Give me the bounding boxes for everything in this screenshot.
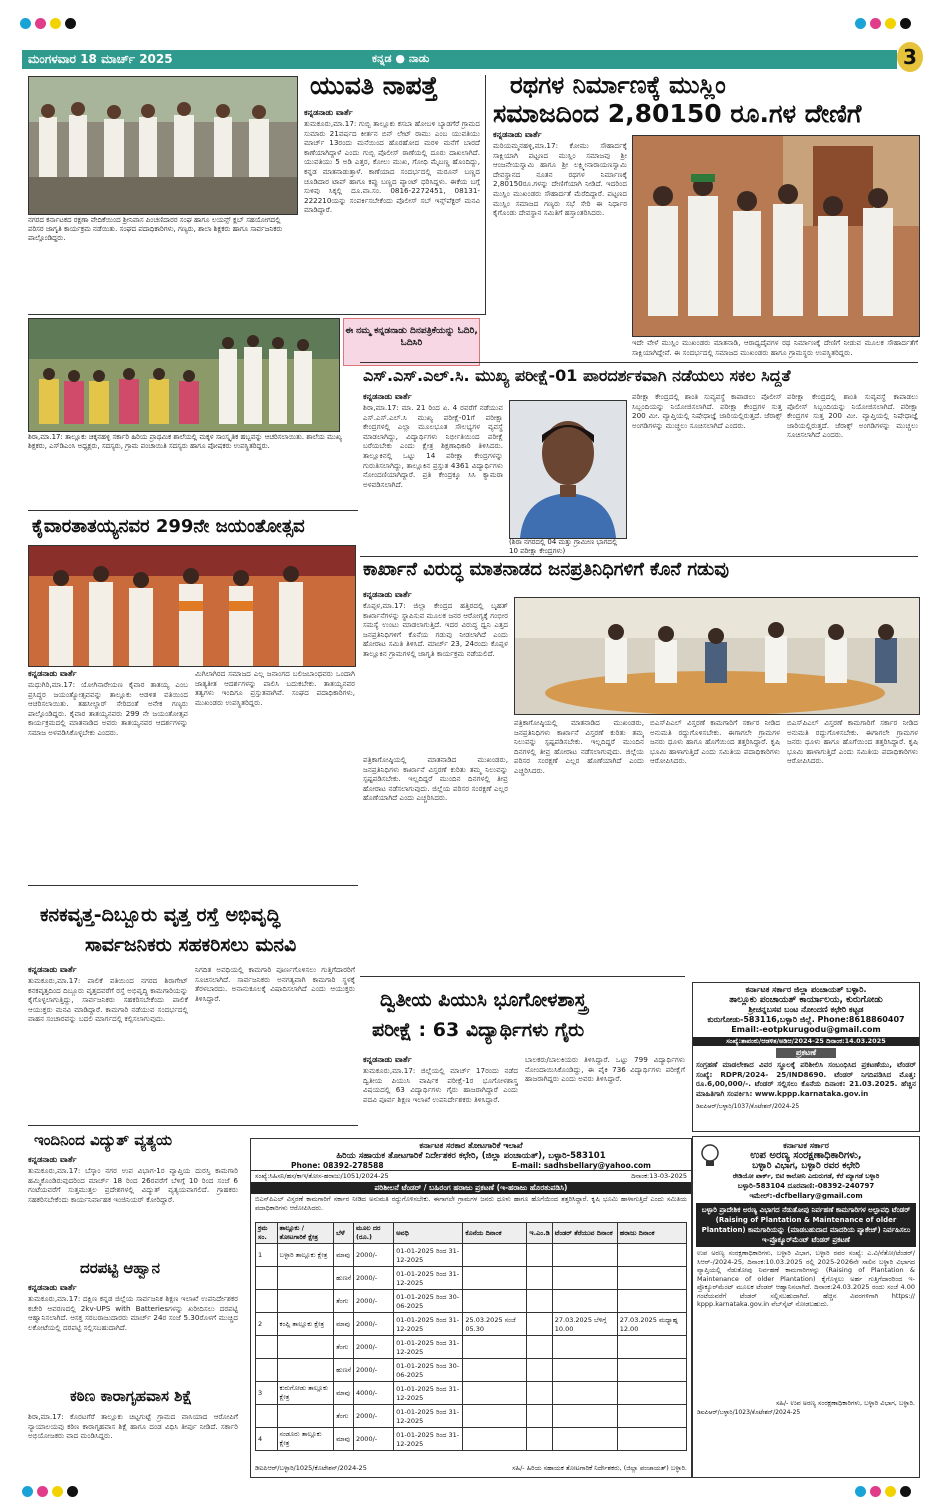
- table-cell: ಕಂಪ್ಲಿ ತಾಲ್ಲೂಕು ಕ್ಷೇತ್ರ: [277, 1313, 334, 1336]
- forest-division: ಬಳ್ಳಾರಿ ವಿಭಾಗ, ಬಳ್ಳಾರಿ ರವರ ಕಛೇರಿ: [752, 1161, 860, 1171]
- page-number: 3: [897, 42, 923, 72]
- kaivara-photo: [28, 545, 356, 667]
- table-cell: 01-01-2025 ರಿಂದ 31-12-2025: [394, 1313, 463, 1336]
- table-cell: ಸಂಡೂರು ತಾಲ್ಲೂಕು ಕ್ಷೇತ್ರ: [277, 1428, 334, 1451]
- tp-line3: ಶ್ರೀಚನ್ನಬಸವ ಬಂಟ ನೋಂದಣಿ ಕಛೇರಿ ಕಟ್ಟಡ: [748, 1005, 864, 1014]
- forest-address: ರೇಡಿಯೋ ಪಾರ್ಕ್, ಬಿಟಿ ಕಾಲೋನಿ ಎದುರುಗಡೆ, ಕೆರೆ ಮ್ಯಾಗಡೆ ಬಳ್ಳಾರಿ: [732, 1172, 880, 1180]
- forest-signature: ಸಹಿ/- ಉಪ ಅರಣ್ಯ ಸಂರಕ್ಷಣಾಧಿಕಾರಿಗಳು, ಬಳ್ಳಾರಿ ವಿಭಾಗ, ಬಳ್ಳಾರಿ.: [775, 1399, 915, 1407]
- table-cell: [527, 1382, 552, 1405]
- tp-ref: ಸಂಖ್ಯೆ:ತಾಪಂಕು/ಆಡಳಿತ/ಅಡಿಆ/2024-25 ದಿನಾಂಕ:14.03.2025: [693, 1037, 919, 1046]
- hort-date: ದಿನಾಂಕ:13-03-2025: [631, 1172, 687, 1180]
- hort-govt: ಕರ್ನಾಟಕ ಸರಕಾರ ತೋಟಗಾರಿಕೆ ಇಲಾಖೆ: [419, 1141, 523, 1150]
- table-cell: [552, 1267, 617, 1290]
- table-cell: [256, 1336, 278, 1359]
- hort-phone: Phone: 08392-278588: [291, 1161, 384, 1170]
- table-cell: [527, 1405, 552, 1428]
- table-cell: [277, 1336, 334, 1359]
- kanakavrutta-body-2: ನಿಗದಿತ ಅವಧಿಯಲ್ಲಿ ಕಾಮಗಾರಿ ಪೂರ್ಣಗೊಳಿಸಲು ಗುತ್ತಿಗೆದಾರರಿಗೆ ಸೂಚಿಸಲಾಗಿದೆ. ಸಾರ್ವಜನಿಕರು ಅನಗತ್ಯವಾಗಿ ಕಾಮಗಾರಿ ಸ್ಥಳಕ್ಕೆ ತೆರಳಬಾರದು. ಅನಾನುಕೂಲಕ್ಕೆ ವಿಷಾದಿಸಲಾಗಿದೆ ಎಂದು ಆಯುಕ್ತರು ತಿಳಿಸಿದ್ದಾರೆ.: [195, 965, 355, 1003]
- tp-line4: ಕುರುಗೋಡು-583116,ಬಳ್ಳಾರಿ ಜಿಲ್ಲೆ. Phone:8618860407: [707, 1015, 905, 1024]
- table-cell: [552, 1382, 617, 1405]
- table-cell: [527, 1244, 552, 1267]
- table-cell: [256, 1267, 278, 1290]
- chariot-body-2: ಇದೇ ವೇಳೆ ಮುಸ್ಲಿಂ ಮುಖಂಡರು ಮಾತನಾಡಿ, ಆರಾಧ್ಯದೈವಗಳ ರಥ ನಿರ್ಮಾಣಕ್ಕೆ ದೇಣಿಗೆ ನೀಡುವ ಮೂಲಕ ಸೌಹಾರ್ದತೆಗೆ ಸಾಕ್ಷಿಯಾಗಿದ್ದೇವೆ. ಈ ಸಂದರ್ಭದಲ್ಲಿ ಸಮಾಜದ ಮುಖಂಡರು ಹಾಗೂ ಗ್ರಾಮಸ್ಥರು ಉಪಸ್ಥಿತರಿದ್ದರು.: [632, 338, 918, 357]
- registration-dots-top-right: [855, 18, 915, 31]
- tender-body: ತುಮಕೂರು,ಮಾ.17: ದಕ್ಷಿಣ ಕನ್ನಡ ಜಿಲ್ಲೆಯ ಸಾರ್ವಜನಿಕ ಶಿಕ್ಷಣ ಇಲಾಖೆ ಉಪನಿರ್ದೇಶಕರ ಕಚೇರಿ ಆವರಣದಲ್ಲಿ 2kv-UPS with Batteriesಗಳನ್ನು ಖರೀದಿಸಲು ದರಪಟ್ಟಿ ಆಹ್ವಾನಿಸಲಾಗಿದೆ. ಆಸಕ್ತ ಸರಬರಾಜುದಾರರು ಮಾರ್ಚ್ 24ರ ಸಂಜೆ 5.30ರೊಳಗೆ ಮುಚ್ಚಿದ ಲಕೋಟೆಯಲ್ಲಿ ದರಪಟ್ಟಿ ಸಲ್ಲಿಸಬಹುದಾಗಿದೆ.: [28, 1294, 238, 1332]
- forest-ad: [692, 1136, 920, 1478]
- hort-header-cell: ಹರಾಜು ದಿನಾಂಕ: [617, 1223, 686, 1244]
- school-photo-caption: ಶಿರಾ,ಮಾ.17: ತಾಲ್ಲೂಕು ಚಿಕ್ಕನಹಳ್ಳಿ ಸರ್ಕಾರಿ ಹಿರಿಯ ಪ್ರಾಥಮಿಕ ಶಾಲೆಯಲ್ಲಿ ಮಕ್ಕಳ ಸಾಂಸ್ಕೃತಿಕ ಹಬ್ಬವನ್ನು ಆಚರಿಸಲಾಯಿತು. ಶಾಲೆಯ ಮುಖ್ಯ ಶಿಕ್ಷಕರು, ಎಸ್‌ಡಿಎಂಸಿ ಅಧ್ಯಕ್ಷರು, ಸದಸ್ಯರು, ಗ್ರಾಮ ಪಂಚಾಯಿತಿ ಸದಸ್ಯರು ಹಾಗೂ ಪೋಷಕರು ಉಪಸ್ಥಿತರಿದ್ದರು.: [28, 433, 342, 450]
- table-cell: [527, 1359, 552, 1382]
- hort-header-cell: ತಾಲ್ಲೂಕು / ತೋಟಗಾರಿಕೆ ಕ್ಷೇತ್ರ: [277, 1223, 334, 1244]
- table-cell: 2: [256, 1313, 278, 1336]
- sslc-body: ಶಿರಾ,ಮಾ.17: ಮಾ. 21 ರಿಂದ ಏ. 4 ರವರೆಗೆ ನಡೆಯುವ ಎಸ್.ಎಸ್.ಎಲ್.ಸಿ ಮುಖ್ಯ ಪರೀಕ್ಷೆ-01ಗೆ ಪರೀಕ್ಷಾ ಕೇಂದ್ರಗಳಲ್ಲಿ ಎಲ್ಲಾ ಮೂಲಭೂತ ಸೌಲಭ್ಯಗಳ ವ್ಯವಸ್ಥೆ ಮಾಡಲಾಗಿದ್ದು, ವಿದ್ಯಾರ್ಥಿಗಳು ನಿರ್ಭೀತಿಯಿಂದ ಪರೀಕ್ಷೆ ಬರೆಯಬೇಕು ಎಂದು ಕ್ಷೇತ್ರ ಶಿಕ್ಷಣಾಧಿಕಾರಿ ತಿಳಿಸಿದರು. ತಾಲ್ಲೂಕಿನಲ್ಲಿ ಒಟ್ಟು 14 ಪರೀಕ್ಷಾ ಕೇಂದ್ರಗಳನ್ನು ಗುರುತಿಸಲಾಗಿದ್ದು, ತಾಲ್ಲೂಕಿನ ಪ್ರಸ್ತುತ 4361 ವಿದ್ಯಾರ್ಥಿಗಳು ನೋಂದಣಿಯಾಗಿದ್ದಾರೆ. ಪ್ರತಿ ಕೇಂದ್ರಕ್ಕೂ ಸಿಸಿ ಕ್ಯಾಮರಾ ಅಳವಡಿಸಲಾಗಿದೆ.: [363, 403, 503, 489]
- protest-photo-caption: ನಗರದ ಕರ್ನಾಟಕದ ರಕ್ಷಣಾ ವೇದಿಕೆಯಿಂದ ಶ್ರೀನಿವಾಸ ಪಿಂಚಣಿದಾರರ ಸಂಘ ಹಾಗೂ ಲಯನ್ಸ್ ಕ್ಲಬ್ ಸಹಯೋಗದಲ್ಲಿ ಪರಿಸರ ಜಾಗೃತಿ ಕಾರ್ಯಕ್ರಮ ನಡೆಯಿತು. ಸಂಘದ ಪದಾಧಿಕಾರಿಗಳು, ಗಣ್ಯರು, ಶಾಲಾ ಶಿಕ್ಷಕರು ಹಾಗೂ ಸಾರ್ವಜನಿಕರು ಪಾಲ್ಗೊಂಡಿದ್ದರು.: [28, 216, 283, 242]
- hort-header-cell: ಟೆಂಡರ್ ತೆರೆಯುವ ದಿನಾಂಕ: [552, 1223, 617, 1244]
- table-cell: ಬಳ್ಳಾರಿ ತಾಲ್ಲೂಕು ಕ್ಷೇತ್ರ: [277, 1244, 334, 1267]
- table-cell: [552, 1244, 617, 1267]
- hort-header-cell: ಕೊನೆಯ ದಿನಾಂಕ: [463, 1223, 527, 1244]
- table-cell: 01-01-2025 ರಿಂದ 31-12-2025: [394, 1244, 463, 1267]
- issue-date: ಮಂಗಳವಾರ 18 ಮಾರ್ಚ್ 2025: [28, 52, 173, 66]
- table-cell: [617, 1359, 686, 1382]
- punishment-body: ಶಿರಾ,ಮಾ.17: ಕೊರಟಗೆರೆ ತಾಲ್ಲೂಕು ಚಿಟ್ಟಗುಟ್ಟೆ ಗ್ರಾಮದ ವಾಸಿಯಾದ ಆರೋಪಿಗೆ ನ್ಯಾಯಾಲಯವು ಕಠಿಣ ಕಾರಾಗೃಹವಾಸ ಶಿಕ್ಷೆ ಹಾಗೂ ದಂಡ ವಿಧಿಸಿ ತೀರ್ಪು ನೀಡಿದೆ. ಸರ್ಕಾರಿ ಅಭಿಯೋಜಕರು ವಾದ ಮಂಡಿಸಿದ್ದರು.: [28, 1412, 238, 1441]
- table-cell: ತೆಂಗು: [334, 1290, 354, 1313]
- hort-office: ಹಿರಿಯ ಸಹಾಯಕ ತೋಟಗಾರಿಕೆ ನಿರ್ದೇಶಕರ ಕಛೇರಿ, (ಜಿಲ್ಲಾ ಪಂಚಾಯತ್), ಬಳ್ಳಾರಿ-583101: [336, 1151, 606, 1161]
- table-cell: ಕುರುಗೋಡು ತಾಲ್ಲೂಕು ಕ್ಷೇತ್ರ: [277, 1382, 334, 1405]
- forest-phone: ಬಳ್ಳಾರಿ-583104 ದೂರವಾಣಿ:-08392-240797: [737, 1182, 875, 1190]
- table-cell: 4000/-: [354, 1382, 394, 1405]
- table-cell: [277, 1405, 334, 1428]
- tp-title: ಪ್ರಕಟಣೆ: [776, 1048, 836, 1058]
- kaivara-body-2: ಮಿಗಿಲಾಗಿರದ ಸಮಾಜದ ಎಲ್ಲ ಜನಾಂಗದ ಬಲಿಜಬಾಂಧವರು ಒಂದಾಗಿ ಜಾತ್ಯತೀತ ಆದರ್ಶಗಳನ್ನು ಪಾಲಿಸಿ ಬದುಕಬೇಕು. ತಾತಯ್ಯನವರ ತತ್ವಗಳು ಇಂದಿಗೂ ಪ್ರಸ್ತುತವಾಗಿವೆ. ಸಂಘದ ಪದಾಧಿಕಾರಿಗಳು, ಮುಖಂಡರು ಉಪಸ್ಥಿತರಿದ್ದರು.: [195, 669, 355, 707]
- table-row: [256, 1405, 687, 1428]
- tp-footer: ಡಿಐಪಿಆರ್/ಬಳ್ಳಾರಿ/1037/ಕೊಟೇಶನ್/2024-25: [696, 1103, 800, 1110]
- table-cell: 2000/-: [354, 1290, 394, 1313]
- karkhane-body-5: ಬಿಎಸ್‌ಪಿಎಲ್ ವಿಸ್ತರಣೆ ಕಾಮಗಾರಿಗೆ ಸರ್ಕಾರ ನೀಡಿದ ಅನುಮತಿ ರದ್ದುಗೊಳಿಸಬೇಕು. ಈಗಾಗಲೇ ಗ್ರಾಮಗಳ ಜನರು ಧೂಳು ಹಾಗೂ ಹೊಗೆಯಿಂದ ತತ್ತರಿಸಿದ್ದಾರೆ. ಕೃಷಿ ಭೂಮಿ ಹಾಳಾಗುತ್ತಿದೆ ಎಂದು ಸಮಿತಿಯ ಪದಾಧಿಕಾರಿಗಳು ಆರೋಪಿಸಿದರು.: [787, 718, 918, 766]
- hort-ref: ಸಂಖ್ಯೆ:ಸಿಹಿಸನಿ/ಹಸ/ಕಾಇ/ತೋಸ-ಹರಾಜು/1051/2024-25: [255, 1172, 389, 1180]
- table-row: [256, 1382, 687, 1405]
- table-cell: [463, 1405, 527, 1428]
- chariot-headline-1: ರಥಗಳ ನಿರ್ಮಾಣಕ್ಕೆ ಮುಸ್ಲಿಂ: [510, 71, 726, 99]
- table-cell: [463, 1428, 527, 1451]
- table-cell: 01-01-2025 ರಿಂದ 31-12-2025: [394, 1382, 463, 1405]
- table-cell: [463, 1359, 527, 1382]
- tender-headline: ದರಪಟ್ಟಿ ಆಹ್ವಾನ: [80, 1259, 160, 1277]
- table-cell: [552, 1290, 617, 1313]
- table-cell: [617, 1382, 686, 1405]
- karkhane-byline: ಕನ್ನಡನಾಡು ವಾರ್ತೆ: [363, 590, 412, 599]
- forest-email: ಇಮೇಲ್:-dcfbellary@gmail.com: [749, 1192, 863, 1200]
- table-cell: [617, 1405, 686, 1428]
- table-cell: 01-01-2025 ರಿಂದ 31-12-2025: [394, 1267, 463, 1290]
- table-cell: 2000/-: [354, 1244, 394, 1267]
- puc-body-2: ಬಾಲಕರು/ಬಾಲಕಿಯರು ತಿಳಿಸಿದ್ದಾರೆ. ಒಟ್ಟು 799 ವಿದ್ಯಾರ್ಥಿಗಳು ನೋಂದಾಯಿಸಿಕೊಂಡಿದ್ದು, ಈ ಪೈಕಿ 736 ವಿದ್ಯಾರ್ಥಿಗಳು ಪರೀಕ್ಷೆಗೆ ಹಾಜರಾಗಿದ್ದರು ಎಂದು ಅವರು ತಿಳಿಸಿದ್ದಾರೆ.: [525, 1055, 685, 1084]
- table-cell: 3: [256, 1382, 278, 1405]
- table-cell: ಹುಣಸೆ: [334, 1267, 354, 1290]
- tender-byline: ಕನ್ನಡನಾಡು ವಾರ್ತೆ: [28, 1283, 77, 1292]
- sslc-body-3: ಪರೀಕ್ಷಾ ಕೇಂದ್ರದಲ್ಲಿ ಶಾಂತಿ ಸುವ್ಯವಸ್ಥೆ ಕಾಪಾಡಲು ಪೊಲೀಸ್ ಸಿಬ್ಬಂದಿಯನ್ನು ನಿಯೋಜಿಸಲಾಗಿದೆ. ಪರೀಕ್ಷಾ ಕೇಂದ್ರಗಳ ಸುತ್ತ 200 ಮೀ. ವ್ಯಾಪ್ತಿಯಲ್ಲಿ ನಿಷೇಧಾಜ್ಞೆ ಜಾರಿಯಲ್ಲಿರುತ್ತದೆ. ಜೆರಾಕ್ಸ್ ಅಂಗಡಿಗಳನ್ನು ಮುಚ್ಚಲು ಸೂಚಿಸಲಾಗಿದೆ ಎಂದರು.: [787, 392, 918, 440]
- kanakavrutta-headline-1: ಕನಕವೃತ್ತ-ದಿಬ್ಬೂರು ವೃತ್ತ ರಸ್ತೆ ಅಭಿವೃದ್ಧಿ: [40, 904, 281, 926]
- table-cell: 25.03.2025 ಸಂಜೆ 05.30: [463, 1313, 527, 1336]
- newspaper-name: ಕನ್ನಡ ● ನಾಡು: [372, 52, 430, 65]
- table-cell: [617, 1267, 686, 1290]
- puc-byline: ಕನ್ನಡನಾಡು ವಾರ್ತೆ: [363, 1055, 412, 1064]
- table-cell: 2000/-: [354, 1428, 394, 1451]
- tp-body: ಸಂಗ್ರಹಣೆ ಮಾಡಲೇಕಾದ ವಿವರ ಸ್ಥೂಲಕ್ಕೆ ಪರಿಶೀಲಿಸಿ ಸಂಬಂಧಿಸಿದ ಪ್ರಕಟಣೆಯು, ಟೆಂಡರ್ ಸಂಖ್ಯೆ: RDPR/2024- 25/IND8690. ಟೆಂಡರ್ ನಿಗದಿಪಡಿಸಿದ ಮೊತ್ತ: ರೂ.6,00,000/-. ಟೆಂಡರ್ ಸಲ್ಲಿಸಲು ಕೊನೆಯ ದಿನಾಂಕ: 21.03.2025. ಹೆಚ್ಚಿನ ಮಾಹಿತಿಗಾಗಿ ಸಂಪರ್ಕಿಸಿ: www.kppp.karnataka.gov.in: [696, 1060, 916, 1098]
- forest-govt: ಕರ್ನಾಟಕ ಸರ್ಕಾರ: [783, 1141, 829, 1150]
- table-cell: 27.03.2025 ಮಧ್ಯಾಹ್ನ 12.00: [617, 1313, 686, 1336]
- table-cell: [552, 1359, 617, 1382]
- punishment-headline: ಕಠಿಣ ಕಾರಾಗೃಹವಾಸ ಶಿಕ್ಷೆ: [70, 1387, 193, 1405]
- table-cell: [552, 1428, 617, 1451]
- hort-intro: ಬಿಎಸ್‌ಪಿಎಲ್ ವಿಸ್ತರಣೆ ಕಾಮಗಾರಿಗೆ ಸರ್ಕಾರ ನೀಡಿದ ಅನುಮತಿ ರದ್ದುಗೊಳಿಸಬೇಕು. ಈಗಾಗಲೇ ಗ್ರಾಮಗಳ ಜನರು ಧೂಳು ಹಾಗೂ ಹೊಗೆಯಿಂದ ತತ್ತರಿಸಿದ್ದಾರೆ. ಕೃಷಿ ಭೂಮಿ ಹಾಳಾಗುತ್ತಿದೆ ಎಂದು ಸಮಿತಿಯ ಪದಾಧಿಕಾರಿಗಳು ಆರೋಪಿಸಿದರು.: [255, 1195, 687, 1212]
- table-row: [256, 1313, 687, 1336]
- puc-headline-1: ದ್ವಿತೀಯ ಪಿಯುಸಿ ಭೂಗೋಳಶಾಸ್ತ್ರ: [380, 989, 587, 1011]
- forest-dept: ಉಪ ಅರಣ್ಯ ಸಂರಕ್ಷಣಾಧಿಕಾರಿಗಳು,: [750, 1150, 862, 1161]
- tp-line1: ಕರ್ನಾಟಕ ಸರ್ಕಾರ ಜಿಲ್ಲಾ ಪಂಚಾಯತ್ ಬಳ್ಳಾರಿ.: [745, 985, 867, 994]
- government-emblem-icon: [699, 1143, 721, 1167]
- table-cell: [527, 1290, 552, 1313]
- chariot-headline-2: ಸಮಾಜದಿಂದ 2,80150 ರೂ.ಗಳ ದೇಣಿಗೆ: [493, 99, 862, 128]
- power-byline: ಕನ್ನಡನಾಡು ವಾರ್ತೆ: [28, 1155, 77, 1164]
- table-cell: [617, 1244, 686, 1267]
- table-cell: 01-01-2025 ರಿಂದ 30-06-2025: [394, 1290, 463, 1313]
- table-row: [256, 1359, 687, 1382]
- table-cell: [552, 1336, 617, 1359]
- hort-table: [255, 1222, 687, 1451]
- sslc-headline: ಎಸ್.ಎಸ್.ಎಲ್.ಸಿ. ಮುಖ್ಯ ಪರೀಕ್ಷೆ-01 ಪಾರದರ್ಶಕವಾಗಿ ನಡೆಯಲು ಸಕಲ ಸಿದ್ದತೆ: [363, 366, 791, 385]
- table-cell: [256, 1405, 278, 1428]
- karkhane-body-2: ಪತ್ರಿಕಾಗೋಷ್ಠಿಯಲ್ಲಿ ಮಾತನಾಡಿದ ಮುಖಂಡರು, ಜನಪ್ರತಿನಿಧಿಗಳು ಕಾರ್ಖಾನೆ ವಿಸ್ತರಣೆ ಕುರಿತು ತಮ್ಮ ನಿಲುವನ್ನು ಸ್ಪಷ್ಟಪಡಿಸಬೇಕು. ಇಲ್ಲದಿದ್ದರೆ ಮುಂದಿನ ದಿನಗಳಲ್ಲಿ ತೀವ್ರ ಹೋರಾಟ ನಡೆಸಲಾಗುವುದು. ಜಿಲ್ಲೆಯ ಪರಿಸರ ಸಂರಕ್ಷಣೆ ಎಲ್ಲರ ಹೊಣೆಯಾಗಿದೆ ಎಂದು ಎಚ್ಚರಿಸಿದರು.: [363, 755, 508, 803]
- table-row: [256, 1244, 687, 1267]
- forest-body: ಉಪ ಅರಣ್ಯ ಸಂರಕ್ಷಣಾಧಿಕಾರಿಗಳು, ಬಳ್ಳಾರಿ ವಿಭಾಗ, ಬಳ್ಳಾರಿ ರವರ ಸಂಖ್ಯೆ: ಎ.ವಿ/ನೆತೋ/ಟೆಂಡರ್/ಸಿಆರ್-/2024-25, ದಿನಾಂಕ:10.03.2025 ರಲ್ಲಿ 2025-2026ನೇ ಸಾಲಿನ ಬಳ್ಳಾರಿ ವಿಭಾಗದ ವ್ಯಾಪ್ತಿಯಲ್ಲಿ ನೆಡುತೋಪು ನಿರ್ವಹಣೆ ಕಾಮಗಾರಿಗಳನ್ನು (Raising of Plantation & Maintenance of older Plantation) ಕೈಗೊಳ್ಳಲು ಅರ್ಹ ಗುತ್ತಿಗೆದಾರರಿಂದ ಇ-ಪ್ರೊಕ್ಯೂರ್‌ಮೆಂಟ್ ಮೂಲಕ ಟೆಂಡರ್ ಆಹ್ವಾನಿಸಲಾಗಿದೆ. ದಿನಾಂಕ:24.03.2025 ರಂದು ಸಂಜೆ 4.00 ಗಂಟೆಯವರೆಗೆ ಟೆಂಡರ್ ಸಲ್ಲಿಸಬಹುದಾಗಿದೆ. ಹೆಚ್ಚಿನ ವಿವರಗಳಿಗಾಗಿ https:// kppp.karnataka.gov.in ವೆಬ್‌ಸೈಟ್ ನೋಡಬಹುದು.: [697, 1249, 915, 1308]
- kaivara-body: ಮಧುಗಿರಿ,ಮಾ.17: ಯೋಗಿನಾರೇಯಣ ಕೈವಾರ ತಾತಯ್ಯ ಎಂಬ ಪ್ರಸಿದ್ಧರ ಜಯಂತ್ಯೋತ್ಸವವನ್ನು ತಾಲ್ಲೂಕು ಆಡಳಿತ ವತಿಯಿಂದ ಆಚರಿಸಲಾಯಿತು. ತಹಸೀಲ್ದಾರ್ ಸೇರಿದಂತೆ ಅನೇಕ ಗಣ್ಯರು ಪಾಲ್ಗೊಂಡಿದ್ದರು. ಕೈವಾರ ತಾತಯ್ಯನವರು 299 ನೇ ಜಯಂತೋತ್ಸವ ಕಾರ್ಯಕ್ರಮದಲ್ಲಿ ಮಾತನಾಡಿದ ಅವರು ತಾತಯ್ಯನವರ ಆದರ್ಶಗಳನ್ನು ಸಮಾಜ ಅಳವಡಿಸಿಕೊಳ್ಳಬೇಕು ಎಂದರು.: [28, 680, 188, 737]
- table-cell: ಮಾವು: [334, 1313, 354, 1336]
- table-cell: [277, 1359, 334, 1382]
- missing-byline: ಕನ್ನಡನಾಡು ವಾರ್ತೆ: [304, 108, 353, 117]
- forest-banner: ಬಳ್ಳಾರಿ ಪ್ರಾದೇಶಿಕ ಅರಣ್ಯ ವಿಭಾಗದ ನೆಡುತೋಪು ನಿರ್ವಹಣೆ ಕಾಮಗಾರಿಗಳ ಅಲ್ಪಾವಧಿ ಟೆಂಡರ್ (Raising of Plantation & Maintenance of older Plantation) ಕಾಮಗಾರಿಯನ್ನು (ಮಾಡಬಹುದಾದ ಮಾದರಿಯ ಪ್ಯಾಕೇಜ್) ನಿರ್ವಹಿಸಲು ಇ-ಪ್ರೊಕ್ಯೂರ್‌ಮೆಂಟ್ ಟೆಂಡರ್ ಪ್ರಕಟಣೆ: [696, 1203, 916, 1247]
- table-cell: ಮಾವು: [334, 1428, 354, 1451]
- table-cell: [463, 1290, 527, 1313]
- protest-photo: [28, 76, 298, 215]
- kaivara-headline: ಕೈವಾರತಾತಯ್ಯನವರ 299ನೇ ಜಯಂತೋತ್ಸವ: [32, 516, 305, 537]
- registration-dots-top-left: [20, 18, 80, 31]
- hort-footer-right: ಸಹಿ/- ಹಿರಿಯ ಸಹಾಯಕ ತೋಟಗಾರಿಕೆ ನಿರ್ದೇಶಕರು, (ಜಿಲ್ಲಾ ಪಂಚಾಯತ್) ಬಳ್ಳಾರಿ.: [512, 1464, 687, 1472]
- hort-footer-left: ಡಿಐಪಿಆರ್/ಬಳ್ಳಾರಿ/1025/ಕೊಟೇಶನ್/2024-25: [255, 1464, 367, 1472]
- table-cell: 1: [256, 1244, 278, 1267]
- kaivara-byline: ಕನ್ನಡನಾಡು ವಾರ್ತೆ: [28, 669, 77, 678]
- table-cell: 01-01-2025 ರಿಂದ 31-12-2025: [394, 1336, 463, 1359]
- read-paper-box: ಈ ನಮ್ಮ ಕನ್ನಡನಾಡು ದಿನಪತ್ರಿಕೆಯನ್ನು ಓದಿರಿ, ಓದಿಸಿರಿ: [343, 318, 480, 366]
- karkhane-body-3: ಪತ್ರಿಕಾಗೋಷ್ಠಿಯಲ್ಲಿ ಮಾತನಾಡಿದ ಮುಖಂಡರು, ಜನಪ್ರತಿನಿಧಿಗಳು ಕಾರ್ಖಾನೆ ವಿಸ್ತರಣೆ ಕುರಿತು ತಮ್ಮ ನಿಲುವನ್ನು ಸ್ಪಷ್ಟಪಡಿಸಬೇಕು. ಇಲ್ಲದಿದ್ದರೆ ಮುಂದಿನ ದಿನಗಳಲ್ಲಿ ತೀವ್ರ ಹೋರಾಟ ನಡೆಸಲಾಗುವುದು. ಜಿಲ್ಲೆಯ ಪರಿಸರ ಸಂರಕ್ಷಣೆ ಎಲ್ಲರ ಹೊಣೆಯಾಗಿದೆ ಎಂದು ಎಚ್ಚರಿಸಿದರು.: [514, 718, 644, 775]
- registration-dots-bottom-left: [22, 1486, 82, 1499]
- table-row: [256, 1267, 687, 1290]
- karkhane-headline: ಕಾರ್ಖಾನೆ ವಿರುದ್ಧ ಮಾತನಾಡದ ಜನಪ್ರತಿನಿಧಿಗಳಿಗೆ ಕೊನೆ ಗಡುವು: [363, 559, 729, 580]
- kanakavrutta-headline-2: ಸಾರ್ವಜನಿಕರು ಸಹಕರಿಸಲು ಮನವಿ: [85, 934, 297, 956]
- hort-header-cell: ಇ.ಎಂ.ಡಿ: [527, 1223, 552, 1244]
- table-cell: [527, 1336, 552, 1359]
- school-event-photo: [28, 318, 340, 432]
- chariot-photo: [632, 135, 920, 337]
- sslc-body-2: ಪರೀಕ್ಷಾ ಕೇಂದ್ರದಲ್ಲಿ ಶಾಂತಿ ಸುವ್ಯವಸ್ಥೆ ಕಾಪಾಡಲು ಪೊಲೀಸ್ ಸಿಬ್ಬಂದಿಯನ್ನು ನಿಯೋಜಿಸಲಾಗಿದೆ. ಪರೀಕ್ಷಾ ಕೇಂದ್ರಗಳ ಸುತ್ತ 200 ಮೀ. ವ್ಯಾಪ್ತಿಯಲ್ಲಿ ನಿಷೇಧಾಜ್ಞೆ ಜಾರಿಯಲ್ಲಿರುತ್ತದೆ. ಜೆರಾಕ್ಸ್ ಅಂಗಡಿಗಳನ್ನು ಮುಚ್ಚಲು ಸೂಚಿಸಲಾಗಿದೆ ಎಂದರು.: [632, 392, 782, 430]
- chariot-byline: ಕನ್ನಡನಾಡು ವಾರ್ತೆ: [493, 130, 542, 139]
- sslc-byline: ಕನ್ನಡನಾಡು ವಾರ್ತೆ: [363, 392, 412, 401]
- table-cell: 01-01-2025 ರಿಂದ 30-06-2025: [394, 1359, 463, 1382]
- table-cell: [617, 1290, 686, 1313]
- chariot-body: ಮರಿಯಮ್ಮನಹಳ್ಳಿ,ಮಾ.17: ಕೋಮು ಸೌಹಾರ್ದಕ್ಕೆ ಸಾಕ್ಷಿಯಾಗಿ ಪಟ್ಟಣದ ಮುಸ್ಲಿಂ ಸಮಾಜವು ಶ್ರೀ ಆಂಜನೇಯಸ್ವಾಮಿ ಹಾಗೂ ಶ್ರೀ ಲಕ್ಷ್ಮೀನಾರಾಯಣಸ್ವಾಮಿ ದೇವಸ್ಥಾನದ ನೂತನ ರಥಗಳ ನಿರ್ಮಾಣಕ್ಕೆ 2,80150ರೂ.ಗಳನ್ನು ದೇಣಿಗೆಯಾಗಿ ನೀಡಿದೆ. ಇದರಿಂದ ಮುಸ್ಲಿಂ ಮುಖಂಡರು ಸೌಹಾರ್ದತೆ ಮೆರೆದಿದ್ದಾರೆ. ಪಟ್ಟಣದ ಮುಸ್ಲಿಂ ಸಮಾಜದ ಗಣ್ಯರು ಸಭೆ ಸೇರಿ ಈ ನಿರ್ಧಾರ ಕೈಗೊಂಡು ದೇವಸ್ಥಾನ ಸಮಿತಿಗೆ ಹಸ್ತಾಂತರಿಸಿದರು.: [493, 141, 627, 218]
- table-cell: [256, 1290, 278, 1313]
- table-cell: [617, 1428, 686, 1451]
- table-cell: ತೆಂಗು: [334, 1405, 354, 1428]
- power-headline: ಇಂದಿನಿಂದ ವಿದ್ಯುತ್ ವ್ಯತ್ಯಯ: [34, 1131, 173, 1149]
- table-cell: [527, 1267, 552, 1290]
- table-cell: ಹುಣಸೆ: [334, 1359, 354, 1382]
- hort-header-cell: ಕ್ರಮ ಸಂ.: [256, 1223, 278, 1244]
- table-cell: 2000/-: [354, 1405, 394, 1428]
- sslc-photo-caption: (ಶಿರಾ ನಗರದಲ್ಲಿ 04 ಮತ್ತು ಗ್ರಾಮೀಣ ಭಾಗದಲ್ಲಿ 10 ಪರೀಕ್ಷಾ ಕೇಂದ್ರಗಳು): [509, 538, 618, 555]
- table-cell: 2000/-: [354, 1359, 394, 1382]
- table-cell: 2000/-: [354, 1267, 394, 1290]
- table-cell: ಮಾವು: [334, 1382, 354, 1405]
- kanakavrutta-byline: ಕನ್ನಡನಾಡು ವಾರ್ತೆ: [28, 965, 77, 974]
- masthead-bar: [22, 50, 897, 69]
- table-cell: 4: [256, 1428, 278, 1451]
- table-cell: [617, 1336, 686, 1359]
- table-cell: ಮಾವು: [334, 1244, 354, 1267]
- table-cell: 01-01-2025 ರಿಂದ 31-12-2025: [394, 1428, 463, 1451]
- table-cell: 27.03.2025 ಬೆಳಿಗ್ಗೆ 10.00: [552, 1313, 617, 1336]
- taluk-panchayat-ad: [692, 982, 920, 1132]
- table-cell: ತೆಂಗು: [334, 1336, 354, 1359]
- missing-headline: ಯುವತಿ ನಾಪತ್ತೆ: [310, 71, 438, 100]
- karkhane-body-4: ಬಿಎಸ್‌ಪಿಎಲ್ ವಿಸ್ತರಣೆ ಕಾಮಗಾರಿಗೆ ಸರ್ಕಾರ ನೀಡಿದ ಅನುಮತಿ ರದ್ದುಗೊಳಿಸಬೇಕು. ಈಗಾಗಲೇ ಗ್ರಾಮಗಳ ಜನರು ಧೂಳು ಹಾಗೂ ಹೊಗೆಯಿಂದ ತತ್ತರಿಸಿದ್ದಾರೆ. ಕೃಷಿ ಭೂಮಿ ಹಾಳಾಗುತ್ತಿದೆ ಎಂದು ಸಮಿತಿಯ ಪದಾಧಿಕಾರಿಗಳು ಆರೋಪಿಸಿದರು.: [650, 718, 780, 766]
- table-cell: [463, 1382, 527, 1405]
- puc-headline-2: ಪರೀಕ್ಷೆ : 63 ವಿದ್ಯಾರ್ಥಿಗಳು ಗೈರು: [372, 1019, 585, 1041]
- table-cell: [463, 1244, 527, 1267]
- hort-email: E-mail: sadhsbellary@yahoo.com: [511, 1161, 651, 1170]
- table-row: [256, 1336, 687, 1359]
- meeting-photo: [514, 597, 920, 715]
- table-cell: 2000/-: [354, 1313, 394, 1336]
- hort-header-cell: ಅವಧಿ: [394, 1223, 463, 1244]
- table-cell: 01-01-2025 ರಿಂದ 31-12-2025: [394, 1405, 463, 1428]
- table-cell: [256, 1359, 278, 1382]
- hort-header-cell: ಬೆಳೆ: [334, 1223, 354, 1244]
- table-cell: [527, 1428, 552, 1451]
- table-cell: [277, 1290, 334, 1313]
- table-row: [256, 1290, 687, 1313]
- table-cell: [463, 1267, 527, 1290]
- table-cell: [463, 1336, 527, 1359]
- horticulture-ad: [250, 1138, 692, 1478]
- table-cell: [527, 1313, 552, 1336]
- hort-header-cell: ಮೂಲ ದರ (ರೂ.): [354, 1223, 394, 1244]
- education-officer-photo: [509, 400, 627, 539]
- tp-line2: ತಾಲ್ಲೂಕು ಪಂಚಾಯತ್ ಕಾರ್ಯಾಲಯ, ಕುರುಗೋಡು: [729, 995, 883, 1005]
- forest-footer: ಡಿಐಪಿಆರ್/ಬಳ್ಳಾರಿ/1023/ಕೊಟೇಶನ್/2024-25: [697, 1409, 801, 1416]
- karkhane-body: ಕೊಪ್ಪಳ,ಮಾ.17: ಜಿಲ್ಲಾ ಕೇಂದ್ರದ ಹತ್ತಿರದಲ್ಲಿ ಬೃಹತ್ ಕಾರ್ಖಾನೆಗಳನ್ನು ಸ್ಥಾಪಿಸುವ ಮೂಲಕ ಜನರ ಆರೋಗ್ಯಕ್ಕೆ ಗಂಭೀರ ಸಮಸ್ಯೆ ಉಂಟು ಮಾಡಲಾಗುತ್ತಿದೆ. ಇದರ ವಿರುದ್ಧ ಧ್ವನಿ ಎತ್ತದ ಜನಪ್ರತಿನಿಧಿಗಳಿಗೆ ಕೊನೆಯ ಗಡುವು ನೀಡಲಾಗಿದೆ ಎಂದು ಹೋರಾಟ ಸಮಿತಿ ತಿಳಿಸಿದೆ. ಮಾರ್ಚ್ 23, 24ರಂದು ಕೊಪ್ಪಳ ತಾಲ್ಲೂಕಿನ ಗ್ರಾಮಗಳಲ್ಲಿ ಜಾಗೃತಿ ಕಾರ್ಯಕ್ರಮ ನಡೆಯಲಿದೆ.: [363, 601, 508, 658]
- table-row: [256, 1428, 687, 1451]
- missing-body: ತುಮಕೂರು,ಮಾ.17: ಗುಬ್ಬಿ ತಾಲ್ಲೂಕು ಕಸಬಾ ಹೋಬಳಿ ಬ್ಯಾಡಗೆರೆ ಗ್ರಾಮದ ಸುಮಾರು 21ವರ್ಷದ ಕೀರ್ತನ ಬಿನ್ ಲೇಟ್ ರಾಮು ಎಂಬ ಯುವತಿಯು ಮಾರ್ಚ್ 13ರಂದು ಮನೆಯಿಂದ ಹೊರಹೋದ ಮರಳಿ ಮನೆಗೆ ಬಾರದೆ ಕಾಣೆಯಾಗಿದ್ದಾಳೆ ಎಂದು ಗುಬ್ಬಿ ಪೊಲೀಸ್ ಠಾಣೆಯಲ್ಲಿ ದೂರು ದಾಖಲಾಗಿದೆ. ಯುವತಿಯು 5 ಅಡಿ ಎತ್ತರ, ಕೋಲು ಮುಖ, ಗೋಧಿ ಮೈಬಣ್ಣ ಹೊಂದಿದ್ದು, ಕನ್ನಡ ಮಾತನಾಡುತ್ತಾಳೆ. ಕಾಣೆಯಾದ ಸಂದರ್ಭದಲ್ಲಿ ಮರೂನ್ ಬಣ್ಣದ ಚೂಡಿದಾರ ಟಾಪ್ ಹಾಗೂ ಕಪ್ಪು ಬಣ್ಣದ ಪ್ಯಾಂಟ್ ಧರಿಸಿದ್ದಳು. ಈಕೆಯ ಬಗ್ಗೆ ಸುಳಿವು ಸಿಕ್ಕಲ್ಲಿ ದೂ.ವಾ.ಸಂ. 0816-2272451, 08131-222210ಯನ್ನು ಸಂಪರ್ಕಿಸಬೇಕೆಂದು ಪೊಲೀಸ್ ಸಬ್ ಇನ್ಸ್‌ಪೆಕ್ಟರ್ ಮನವಿ ಮಾಡಿದ್ದಾರೆ.: [304, 119, 480, 215]
- tp-line5: Email:-eotpkurugodu@gmail.com: [731, 1025, 881, 1034]
- kanakavrutta-body: ತುಮಕೂರು,ಮಾ.17: ಪಾಲಿಕೆ ವತಿಯಿಂದ ನಗರದ ಶಿರಾಗೇಟ್ ಕನಕವೃತ್ತದಿಂದ ದಿಬ್ಬೂರು ವೃತ್ತದವರೆಗೆ ರಸ್ತೆ ಅಭಿವೃದ್ಧಿ ಕಾಮಗಾರಿಯನ್ನು ಕೈಗೊಳ್ಳಲಾಗುತ್ತಿದ್ದು, ಸಾರ್ವಜನಿಕರು ಸಹಕರಿಸಬೇಕೆಂದು ಪಾಲಿಕೆ ಆಯುಕ್ತರು ಮನವಿ ಮಾಡಿದ್ದಾರೆ. ಕಾಮಗಾರಿ ನಡೆಯುವ ಸಂದರ್ಭದಲ್ಲಿ ವಾಹನ ಸಂಚಾರವನ್ನು ಬದಲಿ ಮಾರ್ಗದಲ್ಲಿ ಕಲ್ಪಿಸಲಾಗುವುದು.: [28, 976, 188, 1024]
- registration-dots-bottom-right: [855, 1486, 915, 1499]
- hort-banner: ಪರಿಶೀಲನೆ ಟೆಂಡರ್ / ಬಹಿರಂಗ ಹರಾಜು ಪ್ರಕಟಣೆ (ಇ-ಹರಾಜು ಹೊರತುಪಡಿಸಿ): [251, 1182, 691, 1194]
- table-cell: [277, 1267, 334, 1290]
- hort-table-header: [256, 1223, 687, 1244]
- power-body: ತುಮಕೂರು,ಮಾ.17: ಬೆಸ್ಕಾಂ ನಗರ ಉಪ ವಿಭಾಗ-1ರ ವ್ಯಾಪ್ತಿಯ ದುರಸ್ತಿ ಕಾಮಗಾರಿ ಹಮ್ಮಿಕೊಂಡಿರುವುದರಿಂದ ಮಾರ್ಚ್ 18 ರಿಂದ 26ರವರೆಗೆ ಬೆಳಿಗ್ಗೆ 10 ರಿಂದ ಸಂಜೆ 6 ಗಂಟೆಯವರೆಗೆ ಸುತ್ತಮುತ್ತಲ ಪ್ರದೇಶಗಳಲ್ಲಿ ವಿದ್ಯುತ್ ವ್ಯತ್ಯಯವಾಗಲಿದೆ. ಗ್ರಾಹಕರು ಸಹಕರಿಸಬೇಕೆಂದು ಕಾರ್ಯನಿರ್ವಾಹಕ ಇಂಜಿನಿಯರ್ ಕೋರಿದ್ದಾರೆ.: [28, 1166, 238, 1204]
- puc-body: ತುಮಕೂರು,ಮಾ.17: ಜಿಲ್ಲೆಯಲ್ಲಿ ಮಾರ್ಚ್ 17ರಂದು ನಡೆದ ದ್ವಿತೀಯ ಪಿಯುಸಿ ವಾರ್ಷಿಕ ಪರೀಕ್ಷೆ-1ರ ಭೂಗೋಳಶಾಸ್ತ್ರ ವಿಷಯದಲ್ಲಿ 63 ವಿದ್ಯಾರ್ಥಿಗಳು ಗೈರು ಹಾಜರಾಗಿದ್ದಾರೆ ಎಂದು ಪದವಿ ಪೂರ್ವ ಶಿಕ್ಷಣ ಇಲಾಖೆ ಉಪನಿರ್ದೇಶಕರು ತಿಳಿಸಿದ್ದಾರೆ.: [363, 1066, 518, 1104]
- table-cell: [552, 1405, 617, 1428]
- table-cell: 2000/-: [354, 1336, 394, 1359]
